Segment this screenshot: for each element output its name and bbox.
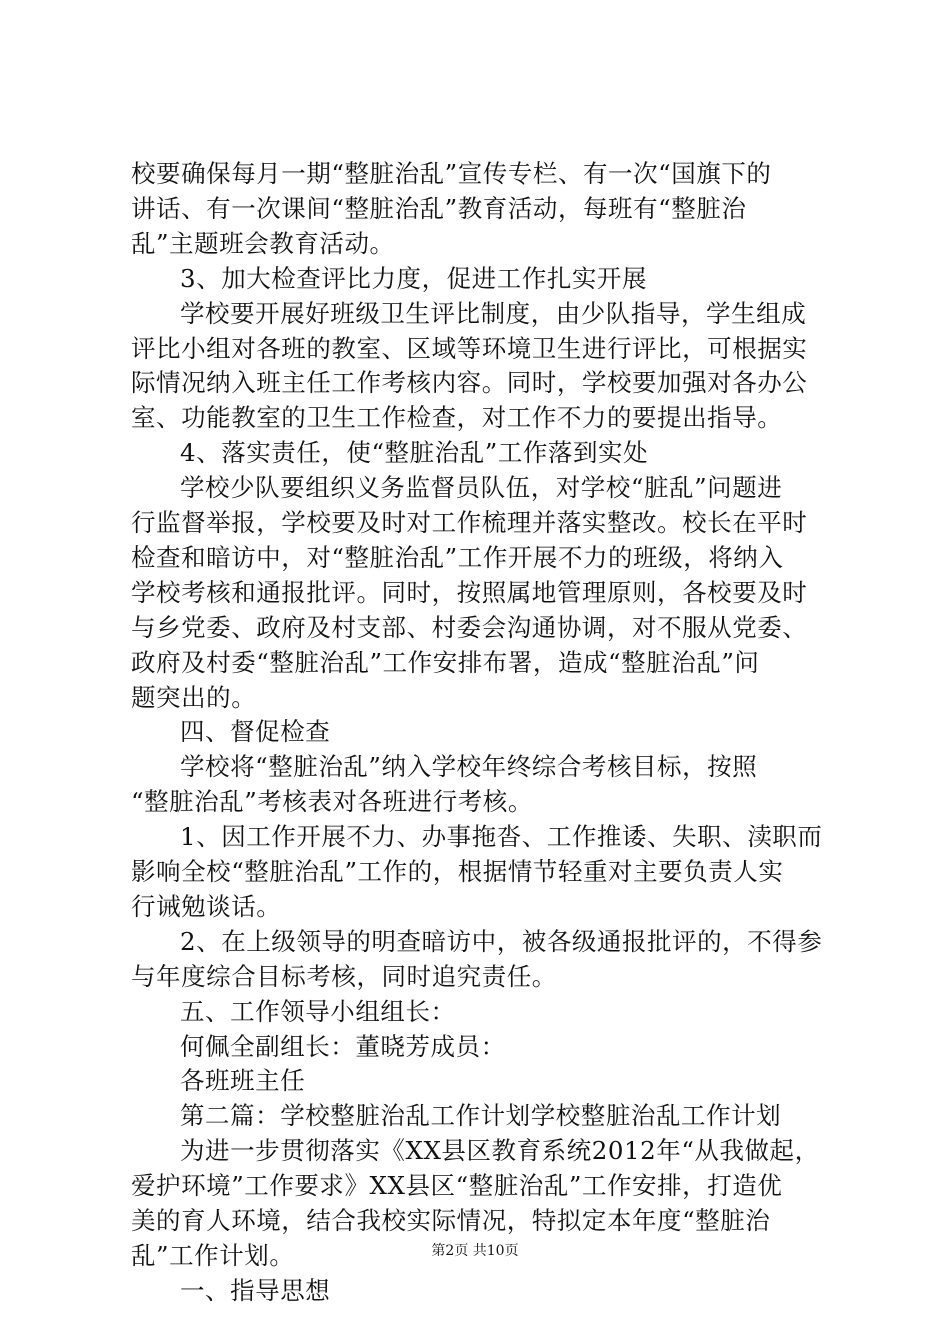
text-line: 题突出的。 [131,682,257,712]
text-line: 学校要开展好班级卫生评比制度，由少队指导，学生组成 [180,298,807,328]
text-line: 政府及村委“整脏治乱”工作安排布署，造成“整脏治乱”问 [131,647,760,677]
text-line: 3、加大检查评比力度，促进工作扎实开展 [180,263,648,293]
text-line: 学校少队要组织义务监督员队伍，对学校“脏乱”问题进 [180,473,783,503]
text-line: 4、落实责任，使“整脏治乱”工作落到实处 [180,438,649,468]
text-line: 与乡党委、政府及村支部、村委会沟通协调，对不服从党委、 [131,612,808,642]
text-line: 1、因工作开展不力、办事拖沓、工作推诿、失职、渎职而 [180,822,823,852]
text-line: 学校考核和通报批评。同时，按照属地管理原则，各校要及时 [131,577,808,607]
text-line: 影响全校“整脏治乱”工作的，根据情节轻重对主要负责人实 [131,857,784,886]
text-line: 爱护环境”工作要求》XX县区“整脏治乱”工作安排，打造优 [131,1171,783,1201]
text-line: 评比小组对各班的教室、区域等环境卫生进行评比，可根据实 [131,333,808,363]
text-line: 际情况纳入班主任工作考核内容。同时，学校要加强对各办公 [131,368,808,398]
text-line: “整脏治乱”考核表对各班进行考核。 [131,787,533,817]
text-line: 四、督促检查 [180,717,331,747]
text-line: 校要确保每月一期“整脏治乱”宣传专栏、有一次“国旗下的 [131,159,772,188]
text-line: 何佩全副组长：董晓芳成员： [180,1031,506,1061]
text-line: 美的育人环境，结合我校实际情况，特拟定本年度“整脏治 [131,1206,771,1235]
text-line: 行诫勉谈话。 [131,891,282,921]
text-line: 五、工作领导小组组长： [180,996,456,1026]
text-line: 学校将“整脏治乱”纳入学校年终综合考核目标，按照 [180,752,758,782]
text-line: 2、在上级领导的明查暗访中，被各级通报批评的，不得参 [180,926,823,956]
text-line: 检查和暗访中，对“整脏治乱”工作开展不力的班级，将纳入 [131,542,784,572]
text-line: 乱”工作计划。 [131,1240,295,1270]
text-line: 与年度综合目标考核，同时追究责任。 [131,961,557,991]
text-line: 为进一步贯彻落实《XX县区教育系统2012年“从我做起， [180,1136,820,1166]
text-line: 室、功能教室的卫生工作检查，对工作不力的要提出指导。 [131,403,783,433]
text-line: 行监督举报，学校要及时对工作梳理并落实整改。校长在平时 [131,508,808,537]
text-line: 一、指导思想 [180,1275,331,1305]
text-line: 讲话、有一次课间“整脏治乱”教育活动，每班有“整脏治 [131,193,747,223]
text-line: 乱”主题班会教育活动。 [131,228,395,258]
page-number-footer: 第2页 共10页 [431,1243,519,1259]
text-line: 各班班主任 [180,1066,306,1096]
text-line: 第二篇：学校整脏治乱工作计划学校整脏治乱工作计划 [180,1101,782,1131]
